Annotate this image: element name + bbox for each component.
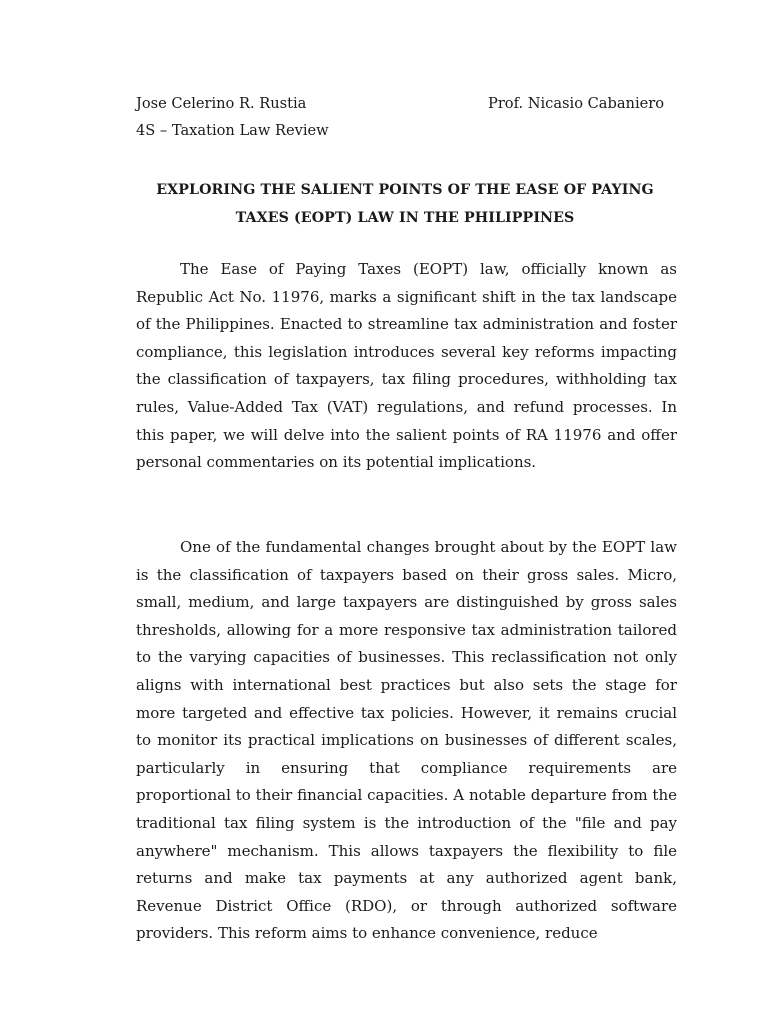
- header-line-1: [136, 94, 674, 114]
- professor-name: Prof. Nicasio Cabaniero: [488, 95, 665, 112]
- header-line-2: [136, 121, 674, 141]
- title-line-2: TAXES (EOPT) LAW IN THE PHILIPPINES: [235, 209, 575, 226]
- body-paragraph-2: One of the fundamental changes brought about by the EOPT law is the classification of taxpayers based on their gross sales. Micro, small, medium, and large taxpayers are distinguished by gross sales thresholds, allowing for a more responsive tax administration tailored to the varying capacities of businesses. This reclassification not only aligns with international best practices but also sets the stage for more targeted and effective tax policies. However, it remains crucial to monitor its practical implications on businesses of different scales, particularly in ensuring that compliance requirements are proportional to their financial capacities. A notable departure from the traditional tax filing system is the introduction of the "file and pay anywhere" mechanism. This allows taxpayers the flexibility to file returns and make tax payments at any authorized agent bank, Revenue District Office (RDO), or through authorized software providers. This reform aims to enhance convenience, reduce: [136, 538, 677, 943]
- author-name: Jose Celerino R. Rustia: [136, 95, 307, 112]
- document-title: [136, 177, 674, 232]
- body-paragraph-1: The Ease of Paying Taxes (EOPT) law, officially known as Republic Act No. 11976, marks a significant shift in the tax landscape of the Philippines. Enacted to streamline tax administration and foster compliance, this legislation introduces several key reforms impacting the classification of taxpayers, tax filing procedures, withholding tax rules, Value-Added Tax (VAT) regulations, and refund processes. In this paper, we will delve into the salient points of RA 11976 and offer personal commentaries on its potential implications.: [136, 260, 677, 472]
- course-name: 4S – Taxation Law Review: [136, 122, 329, 139]
- title-line-1: EXPLORING THE SALIENT POINTS OF THE EASE OF PAYING: [156, 182, 654, 198]
